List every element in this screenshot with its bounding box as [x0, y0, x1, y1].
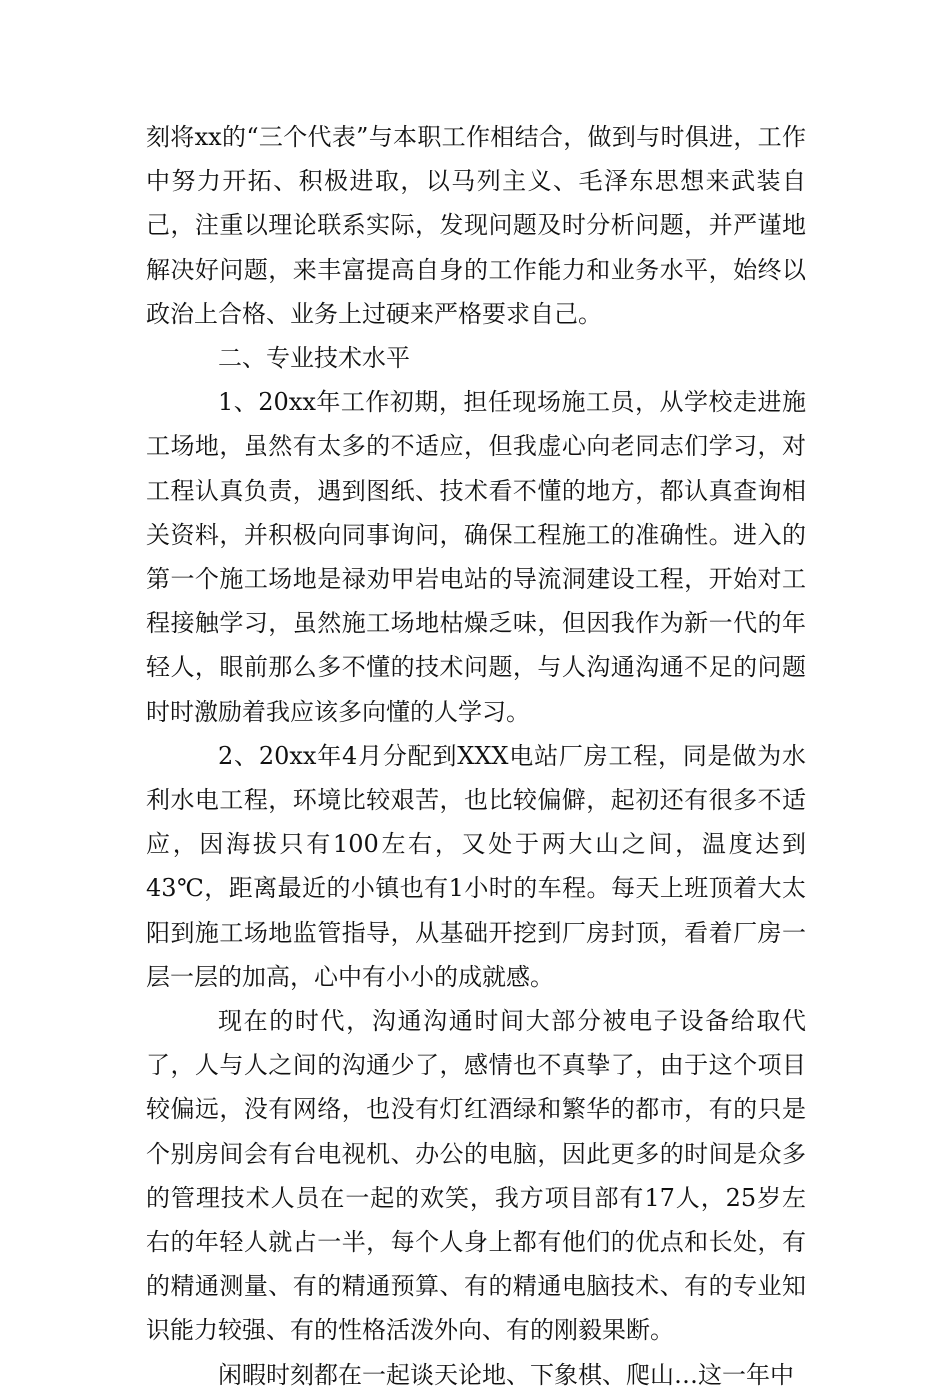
paragraph-modern-era: 现在的时代，沟通沟通时间大部分被电子设备给取代了，人与人之间的沟通少了，感情也不真挚了，由于这个项目较偏远，没有网络，也没有灯红酒绿和繁华的都市，有的只是个别房间会有台电视机、办公的电脑，因此更多的时间是众多的管理技术人员在一起的欢笑，我方项目部有17人，25岁左右的年轻人就占一半，每个人身上都有他们的优点和长处，有的精通测量、有的精通预算、有的精通电脑技术、有的专业知识能力较强、有的性格活泼外向、有的刚毅果断。: [146, 1007, 806, 1345]
paragraph-leisure: 闲暇时刻都在一起谈天论地、下象棋、爬山…这一年中: [218, 1360, 794, 1389]
paragraph-item-1: 1、20xx年工作初期，担任现场施工员，从学校走进施工场地，虽然有太多的不适应，但我虚心向老同志们学习，对工程认真负责，遇到图纸、技术看不懂的地方，都认真查询相关资料，并积极向同事询问，确保工程施工的准确性。进入的第一个施工场地是禄劝甲岩电站的导流洞建设工程，开始对工程接触学习，虽然施工场地枯燥乏味，但因我作为新一代的年轻人，眼前那么多不懂的技术问题，与人沟通沟通不足的问题时时激励着我应该多向懂的人学习。: [146, 388, 806, 726]
section-heading-professional-skills: 二、专业技术水平: [218, 344, 410, 373]
paragraph-continued: 刻将xx的“三个代表”与本职工作相结合，做到与时俱进，工作中努力开拓、积极进取，以马列主义、毛泽东思想来武装自己，注重以理论联系实际，发现问题及时分析问题，并严谨地解决好问题，来丰富提高自身的工作能力和业务水平，始终以政治上合格、业务上过硬来严格要求自己。: [146, 123, 806, 328]
paragraph-item-2: 2、20xx年4月分配到XXX电站厂房工程，同是做为水利水电工程，环境比较艰苦，也比较偏僻，起初还有很多不适应，因海拔只有100左右，又处于两大山之间，温度达到43℃，距离最近的小镇也有1小时的车程。每天上班顶着大太阳到施工场地监管指导，从基础开挖到厂房封顶，看着厂房一层一层的加高，心中有小小的成就感。: [146, 741, 806, 991]
document-body: [146, 115, 806, 1397]
